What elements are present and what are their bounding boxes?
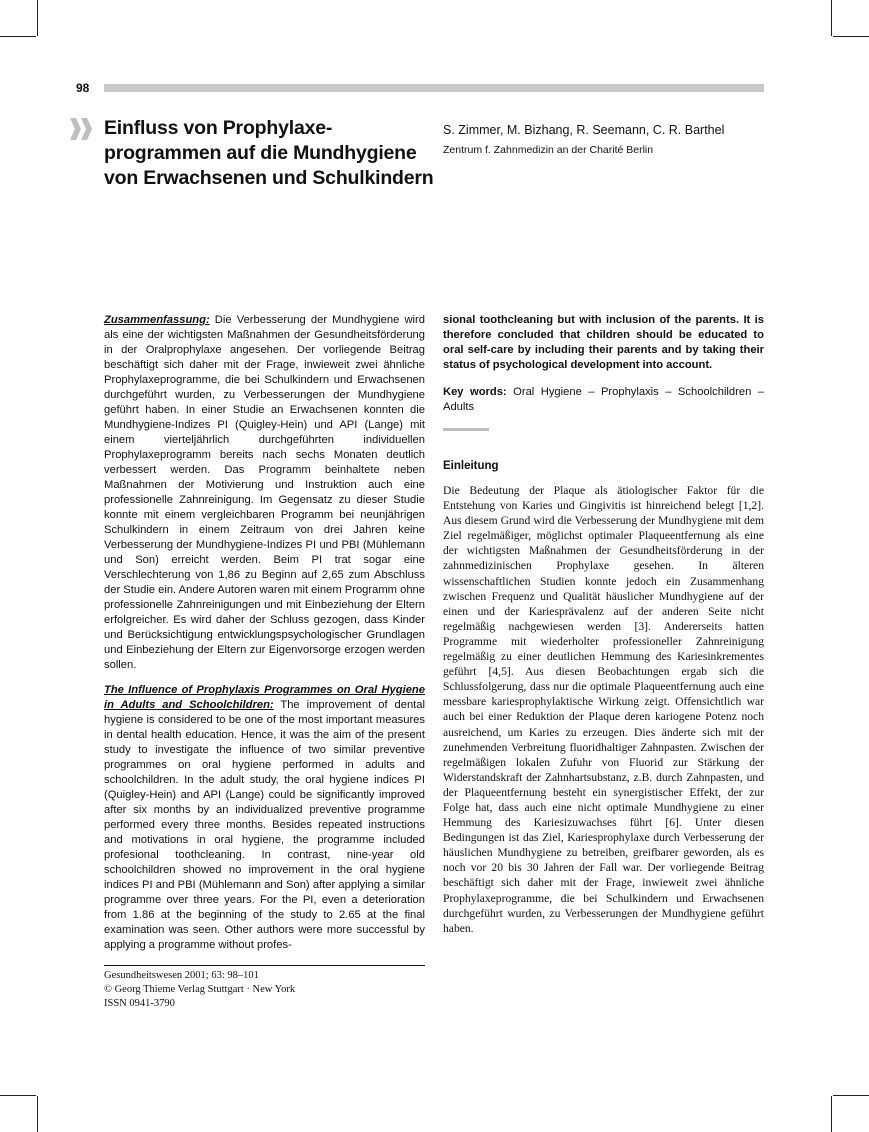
crop-mark [0, 1095, 36, 1096]
keywords-label: Key words: [443, 386, 507, 398]
crop-mark [37, 1096, 38, 1132]
keywords [443, 385, 764, 415]
header-bar [104, 84, 764, 92]
footer-journal: Gesundheitswesen 2001; 63: 98–101 [104, 970, 259, 981]
footer-issn: ISSN 0941-3790 [104, 998, 175, 1009]
crop-mark [833, 36, 869, 37]
keywords-text: Oral Hygiene – Prophylaxis – Schoolchildren – Adults [443, 386, 764, 413]
abstract-english-continuation [443, 313, 764, 373]
abstract-english [104, 683, 425, 953]
abstract-german [104, 313, 425, 673]
footer-rule [104, 965, 425, 966]
divider [443, 428, 489, 431]
section-heading: Einleitung [443, 460, 499, 472]
chevron-right-icon [70, 118, 94, 140]
crop-mark [0, 36, 36, 37]
article-title: Einfluss von Prophylaxe-programmen auf die Mundhygiene von Erwachsenen und Schulkindern [104, 117, 434, 189]
crop-mark [37, 0, 38, 36]
footer-publisher: © Georg Thieme Verlag Stuttgart · New York [104, 984, 296, 995]
crop-mark [833, 1095, 869, 1096]
page-number: 98 [76, 81, 90, 95]
abstract-english-text: The improvement of dental hygiene is considered to be one of the most important measures in dental health education. Hence, it was the aim of the present study to investigate the influence of two similar preventive programmes on oral hygiene performed in adults and schoolchildren. In the adult study, the oral hygiene indices PI (Quigley-Hein) and API (Lange) could be significantly improved after six months by an individualized preventive programme performed every three months. Besides repeated instructions and motivations in oral hygiene, the programme included profesional toothcleaning. In contrast, nine-year old schoolchildren showed no improvement in the oral hygiene indices PI and PBI (Mühlemann and Son) after applying a similar programme over three years. For the PI, even a deterioration from 1.86 at the beginning of the study to 2.65 at the final examination was seen. Other authors were more successful by applying a programme without profes- [104, 699, 425, 951]
crop-mark [831, 1096, 832, 1132]
crop-mark [831, 0, 832, 36]
article-authors: S. Zimmer, M. Bizhang, R. Seemann, C. R. Barthel [443, 123, 725, 137]
abstract-english-continuation-text: sional toothcleaning but with inclusion of the parents. It is therefore concluded that children should be educated to oral self-care by including their parents and by taking their status of psychological development into account. [443, 314, 764, 371]
abstract-german-text: Die Verbesserung der Mundhygiene wird als eine der wichtigsten Maßnahmen der Gesundheitsförderung in der Oralprophylaxe angesehen. Der vorliegende Beitrag beschäftigt sich daher mit der Frage, inwieweit zwei ähnliche Prophylaxeprogramme, die bei Schulkindern und Erwachsenen durchgeführt wurden, zu Verbesserungen der Mundhygiene geführt haben. In einer Studie an Erwachsenen konnten die Mundhygiene-Indizes PI (Quigley-Hein) und API (Lange) mit einem vierteljährlich durchgeführten individuellen Prophylaxeprogramm bereits nach sechs Monaten deutlich verbessert werden. Das Programm beinhaltete neben Maßnahmen der Motivierung und Instruktion auch eine professionelle Zahnreinigung. Im Gegensatz zu dieser Studie konnte mit einem vergleichbaren Programm bei neunjährigen Schulkindern in einem Zeitraum von drei Jahren keine Verbesserung der Mundhygiene-Indizes PI und PBI (Mühlemann und Son) erreicht werden. Beim PI trat sogar eine Verschlechterung von 1,86 zu Beginn auf 2,65 zum Abschluss der Studie ein. Andere Autoren waren mit einem Programm ohne professionelle Zahnreinigungen und mit Einbeziehung der Eltern erfolgreicher. Es wird daher der Schluss gezogen, dass Kinder und Berücksichtigung entwicklungspsychologischer Grundlagen und Einbeziehung der Eltern zur Eigenvorsorge erzogen werden sollen. [104, 314, 425, 671]
introduction-body [443, 483, 764, 936]
abstract-german-label: Zusammenfassung: [104, 314, 210, 326]
footer [104, 969, 295, 1011]
abstract-english-label: The Influence of Prophylaxis Programmes on Oral Hygiene in Adults and Schoolchildren: [104, 684, 425, 711]
introduction-text: Die Bedeutung der Plaque als ätiologischer Faktor für die Entstehung von Karies und Gingivitis ist hinreichend belegt [1,2]. Aus diesem Grund wird die Verbesserung der Mundhygiene mit dem Ziel regelmäßiger, möglichst optimaler Plaqueentfernung als eine der wichtigsten Maßnahmen der Gesundheitsförderung in der zahnmedizinischen Prophylaxe gesehen. In älteren wissenschaftlichen Studien konnte jedoch ein Zusammenhang zwischen Frequenz und Qualität häuslicher Mundhygiene auf der einen und der Kariesprävalenz auf der anderen Seite nicht regelmäßig nachgewiesen werden [3]. Andererseits hatten Programme mit wiederholter professioneller Zahnreinigung regelmäßig zu einer deutlichen Hemmung des Kariesinkrementes geführt [4,5]. Aus diesen Beobachtungen ergab sich die Schlussfolgerung, dass nur die optimale Plaqueentfernung auch eine messbare kariesprophylaktische Wirkung zeigt. Offensichtlich war auch bei einer Reduktion der Plaque deren kariogene Potenz noch ausreichend, um Karies zu erzeugen. Dies änderte sich mit der zunehmenden Verbreitung fluoridhaltiger Zahnpasten. Zwischen der regelmäßigen lokalen Zufuhr von Fluorid zur Stärkung der Widerstandskraft der Zahnhartsubstanz, z.B. durch Zahnpasten, und der Plaqueentfernung besteht ein synergistischer Effekt, der zur Folge hat, dass auch eine nicht optimale Mundhygiene zu einer Hemmung des Kariesizuwachses führt [6]. Unter diesen Bedingungen ist das Ziel, Kariesprophylaxe durch Verbesserung der häuslichen Mundhygiene zu betreiben, greifbarer geworden, als es noch vor 20 bis 30 Jahren der Fall war. Der vorliegende Beitrag beschäftigt sich daher mit der Frage, inwieweit zwei ähnliche Prophylaxeprogramme, die bei Schulkindern und Erwachsenen durchgeführt wurden, zu Verbesserungen der Mundhygiene geführt haben. [443, 484, 764, 935]
article-affiliation: Zentrum f. Zahnmedizin an der Charité Berlin [443, 144, 654, 156]
